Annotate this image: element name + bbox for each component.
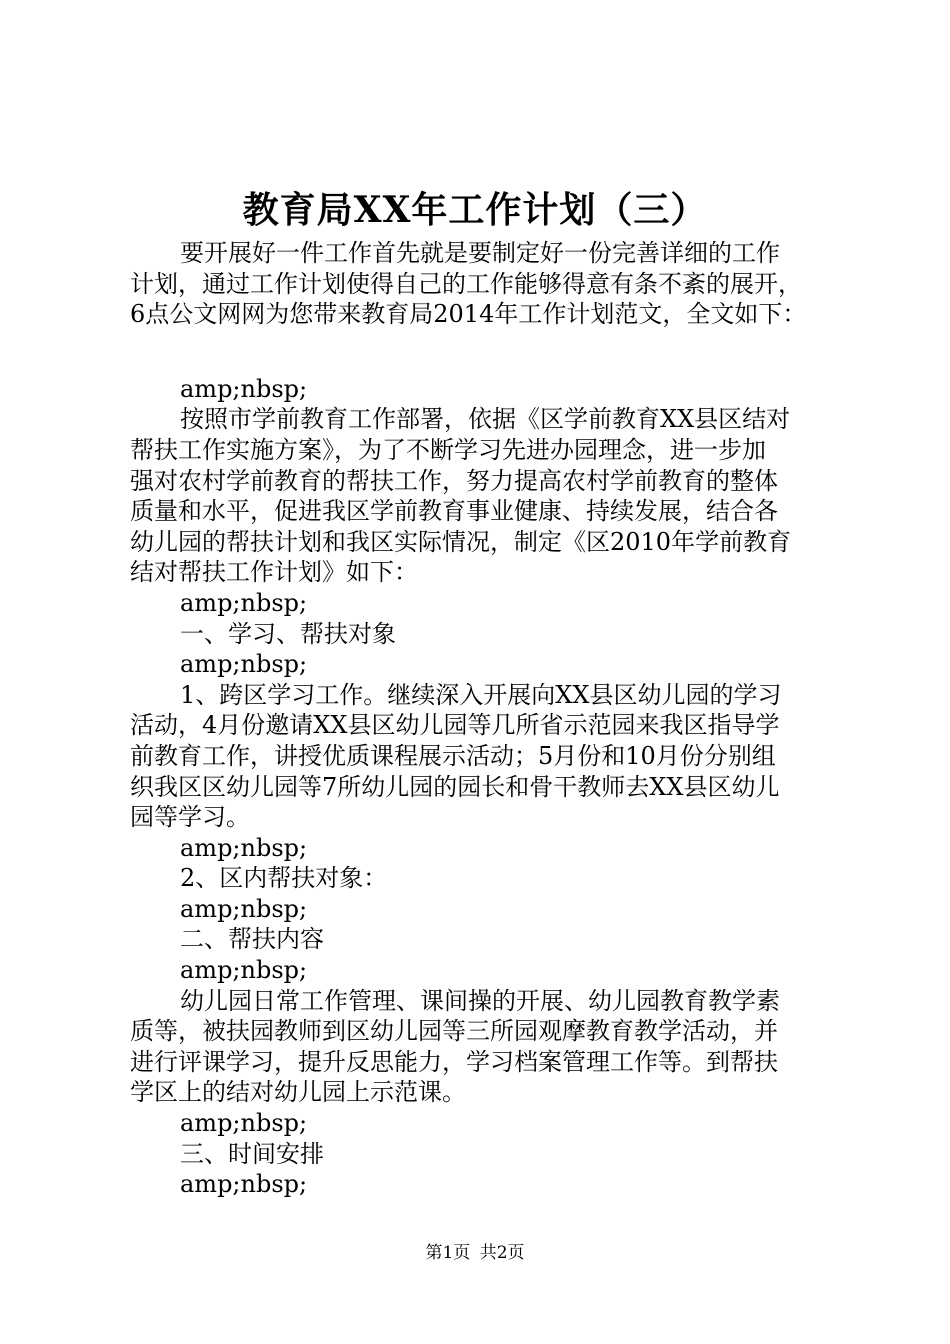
intro-paragraph <box>130 238 830 330</box>
nbsp-line: amp;nbsp; <box>180 956 308 985</box>
text-line: 1、跨区学习工作。继续深入开展向XX县区幼儿园的学习 <box>180 680 782 709</box>
page-total: 共2页 <box>479 1243 525 1263</box>
document-title: 教育局XX年工作计划（三） <box>242 189 708 231</box>
text-line: 强对农村学前教育的帮扶工作，努力提高农村学前教育的整体 <box>130 466 778 495</box>
text-line: 前教育工作，讲授优质课程展示活动；5月份和10月份分别组 <box>130 741 776 770</box>
text-line: 园等学习。 <box>130 803 250 832</box>
paragraph-1 <box>130 404 830 588</box>
text-line: 活动，4月份邀请XX县区幼儿园等几所省示范园来我区指导学 <box>130 711 780 740</box>
text-line: 结对帮扶工作计划》如下： <box>130 558 418 587</box>
nbsp-line: amp;nbsp; <box>180 833 308 862</box>
nbsp-line: amp;nbsp; <box>180 374 308 403</box>
page-number: 第1页 <box>425 1243 471 1263</box>
nbsp-line: amp;nbsp; <box>180 1170 308 1199</box>
text-line: 质量和水平，促进我区学前教育事业健康、持续发展，结合各 <box>130 497 778 526</box>
text-line: 织我区区幼儿园等7所幼儿园的园长和骨干教师去XX县区幼儿 <box>130 772 780 801</box>
text-line: 进行评课学习，提升反思能力，学习档案管理工作等。到帮扶 <box>130 1047 778 1076</box>
text-line: 要开展好一件工作首先就是要制定好一份完善详细的工作 <box>180 239 780 267</box>
nbsp-line: amp;nbsp; <box>180 650 308 679</box>
item-2: 2、区内帮扶对象： <box>180 864 388 893</box>
text-line: 学区上的结对幼儿园上示范课。 <box>130 1078 466 1107</box>
text-line: 6点公文网网为您带来教育局2014年工作计划范文，全文如下： <box>130 300 807 329</box>
text-line: 帮扶工作实施方案》，为了不断学习先进办园理念，进一步加 <box>130 435 766 464</box>
text-line: 幼儿园日常工作管理、课间操的开展、幼儿园教育教学素 <box>180 986 780 1015</box>
section-heading-3: 三、时间安排 <box>180 1139 324 1168</box>
text-line: 幼儿园的帮扶计划和我区实际情况，制定《区2010年学前教育 <box>130 527 792 556</box>
text-line: 按照市学前教育工作部署，依据《区学前教育XX县区结对 <box>180 405 791 434</box>
text-line: 质等，被扶园教师到区幼儿园等三所园观摩教育教学活动，并 <box>130 1017 778 1046</box>
nbsp-line: amp;nbsp; <box>180 894 308 923</box>
paragraph-2 <box>130 986 830 1108</box>
section-heading-2: 二、帮扶内容 <box>180 925 324 954</box>
nbsp-line: amp;nbsp; <box>180 588 308 617</box>
item-1 <box>130 680 830 833</box>
nbsp-line: amp;nbsp; <box>180 1109 308 1138</box>
document-body <box>130 238 830 1200</box>
section-heading-1: 一、学习、帮扶对象 <box>180 619 396 648</box>
page-footer <box>0 1241 950 1265</box>
text-line: 计划，通过工作计划使得自己的工作能够得意有条不紊的展开， <box>130 269 802 298</box>
